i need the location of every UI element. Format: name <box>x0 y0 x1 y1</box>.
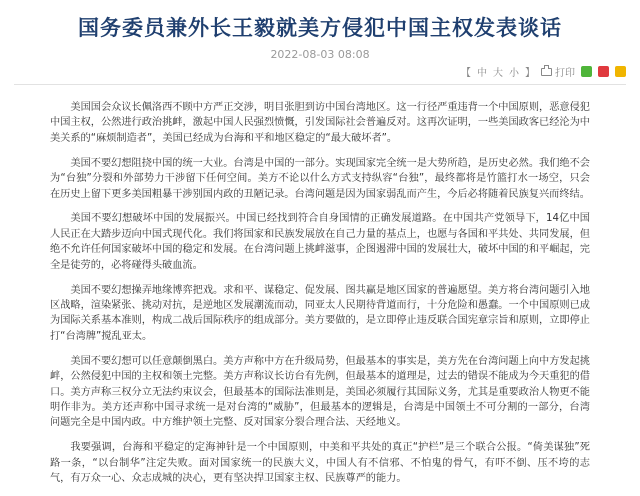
font-size-small-button[interactable]: 小 <box>509 68 519 79</box>
header-divider <box>14 84 626 85</box>
font-size-bracket-close: 】 <box>525 68 535 79</box>
article-toolbar <box>461 64 626 79</box>
paragraph-3: 美国不要幻想破坏中国的发展振兴。中国已经找到符合自身国情的正确发展道路。在中国共产党领导下，14亿中国人民正在大踏步迈向中国式现代化。我们将国家和民族发展放在自己力量的基点上，也愿与各国和平共处、共同发展，但绝不允许任何国家破坏中国的稳定和发展。在台湾问题上挑衅滋事，企图遏滞中国的发展壮大，破坏中国的和平崛起，完全是徒劳的，必将碰得头破血流。 <box>50 213 590 271</box>
qzone-share-icon[interactable] <box>615 66 626 77</box>
font-size-large-button[interactable]: 大 <box>493 68 503 79</box>
article-title: 国务委员兼外长王毅就美方侵犯中国主权发表谈话 <box>78 16 562 40</box>
wechat-share-icon[interactable] <box>581 66 592 77</box>
paragraph-4: 美国不要幻想操弄地缘博弈把戏。求和平、谋稳定、促发展、图共赢是地区国家的普遍愿望。美方将台湾问题引入地区战略，渲染紧张、挑动对抗，是逆地区发展潮流而动，同亚太人民期待背道而行，十分危险和愚蠢。一个中国原则已成为国际关系基本准则，构成二战后国际秩序的组成部分。美方要做的，是立即停止违反联合国宪章宗旨和原则，立即停止打“台湾牌”搅乱亚太。 <box>50 284 590 342</box>
article-body <box>50 100 590 496</box>
font-size-bracket-open: 【 <box>461 68 471 79</box>
paragraph-2: 美国不要幻想阻挠中国的统一大业。台湾是中国的一部分。实现国家完全统一是大势所趋，是历史必然。我们绝不会为“台独”分裂和外部势力干涉留下任何空间。美方不论以什么方式支持纵容“台独”，最终都将是竹篮打水一场空，只会在历史上留下更多美国粗暴干涉别国内政的丑陋记录。台湾问题是因为国家弱乱而产生，今后必将随着民族复兴而终结。 <box>50 157 590 200</box>
publish-date: 2022-08-03 08:08 <box>270 48 370 61</box>
paragraph-1: 美国国会众议长佩洛西不顾中方严正交涉，明目张胆到访中国台湾地区。这一行径严重违背一个中国原则，恶意侵犯中国主权，公然进行政治挑衅，激起中国人民强烈愤慨，引发国际社会普遍反对。这再次证明，一些美国政客已经沦为中美关系的“麻烦制造者”，美国已经成为台海和平和地区稳定的“最大破坏者”。 <box>50 102 590 144</box>
printer-icon <box>541 68 552 76</box>
print-label: 打印 <box>555 68 575 79</box>
font-size-medium-button[interactable]: 中 <box>477 68 487 79</box>
paragraph-5: 美国不要幻想可以任意颠倒黑白。美方声称中方在升级局势，但最基本的事实是，美方先在台湾问题上向中方发起挑衅，公然侵犯中国的主权和领土完整。美方声称议长访台有先例，但最基本的道理是，过去的错误不能成为今天重犯的借口。美方声称三权分立无法约束议会，但最基本的国际法准则是，美国必须履行其国际义务，尤其是重要政治人物更不能明作非为。美方还声称中国寻求统一是对台湾的“威胁”，但最基本的逻辑是，台湾是中国领土不可分割的一部分，台湾问题完全是中国内政。中方维护领土完整、反对国家分裂合理合法、天经地义。 <box>50 355 590 429</box>
print-button[interactable] <box>541 64 575 79</box>
paragraph-6: 我要强调，台海和平稳定的定海神针是一个中国原则，中美和平共处的真正“护栏”是三个联合公报。“倚美谋独”死路一条，“以台制华”注定失败。面对国家统一的民族大义，中国人有不信邪、不怕鬼的骨气，有吓不倒、压不垮的志气，有万众一心、众志成城的决心，更有坚决捍卫国家主权、民族尊严的能力。 <box>50 442 590 485</box>
weibo-share-icon[interactable] <box>598 66 609 77</box>
